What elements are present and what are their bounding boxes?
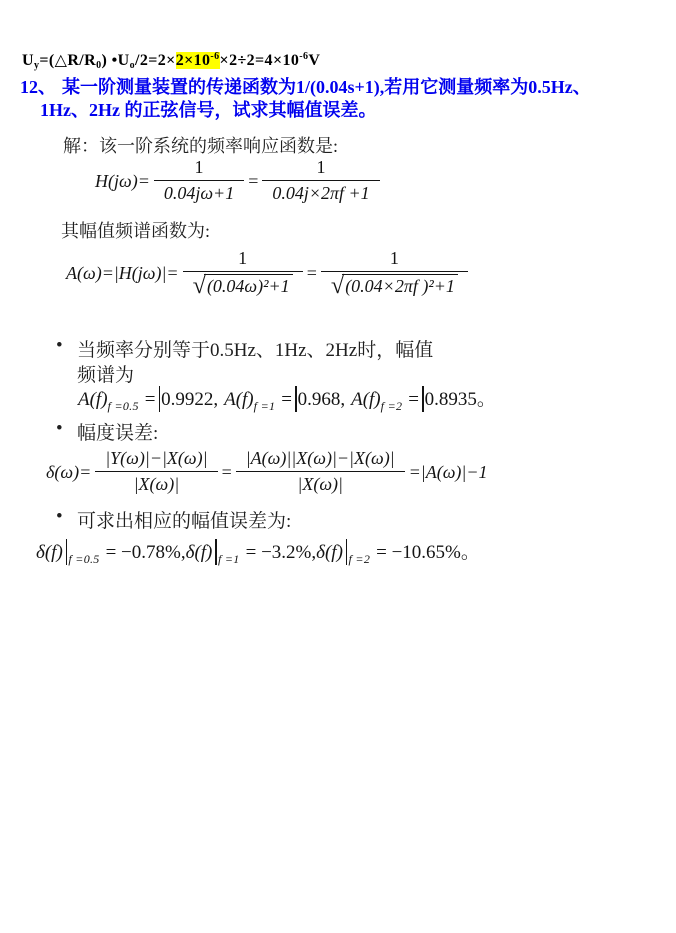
error-def-rhs: =|A(ω)|−1 [408,461,488,482]
voltage-formula-r-sub: 0 [96,60,102,71]
problem-statement-line2 [40,96,376,122]
frequency-response-formula [95,158,384,204]
af-subscript: f =2 [380,399,403,413]
radical-sign-icon: √ [192,271,206,299]
equals-sign: = [248,170,259,191]
equals-sign: = [408,389,419,410]
df-term: δ(f) [185,542,213,563]
equals-sign: = [306,262,317,283]
solution-intro-text: 解：该一阶系统的频率响应函数是: [63,136,338,156]
voltage-formula-part1: =(△R/R [39,52,97,69]
df-subscript: f =2 [348,552,371,566]
highlight-base: 2×10 [175,52,211,69]
af-term: A(f) [351,389,381,410]
voltage-formula-exp2: -6 [299,51,309,62]
voltage-formula-part2: ) •U [101,52,130,69]
amp-spectrum-fraction-2 [321,249,468,297]
vertical-bar [215,539,217,565]
radicand: (0.04×2πf )²+1 [342,274,458,298]
solution-intro [63,132,338,158]
amplitude-values-formula [78,384,496,414]
bullet2-text: 幅度误差: [77,423,159,444]
amplitude-spectrum-label [61,217,210,243]
fraction-denominator: |X(ω)| [236,471,405,496]
bullet-icon: • [56,335,63,356]
bullet-icon: • [56,506,63,527]
error-def-fraction-1 [95,449,217,495]
equals-sign: = [144,389,156,410]
amplitude-spectrum-label-text: 其幅值频谱函数为: [61,221,211,241]
voltage-formula-u: U [22,52,34,69]
error-values-formula [36,537,480,567]
freq-response-lhs: H(jω)= [95,170,150,191]
bullet-amplitude-error [56,418,158,445]
equals-sign: = [221,461,232,482]
af-value: 0.8935。 [424,389,496,410]
vertical-bar [422,386,424,412]
df-subscript: f =1 [217,552,240,566]
af-term: A(f) [224,389,254,410]
df-term: δ(f) [36,542,63,563]
fraction-numerator: 1 [238,248,248,268]
bullet1-text-line2-wrap [77,360,134,387]
problem-text-line1: 某一阶测量装置的传递函数为1/(0.04s+1),若用它测量频率为0.5Hz、 [62,77,591,97]
freq-response-fraction-2 [262,158,379,204]
df-value: = −3.2%, [245,542,317,563]
af-value: 0.968, [297,389,346,410]
af-value: 0.9922, [161,389,219,410]
fraction-denominator: 0.04jω+1 [154,180,244,205]
df-subscript: f =0.5 [68,552,100,566]
af-term: A(f) [78,389,108,410]
problem-number: 12、 [20,77,56,97]
bullet-frequency-case [56,335,433,362]
amplitude-spectrum-formula [66,249,472,297]
fraction-denominator [321,271,468,298]
radical-sign-icon: √ [330,271,345,299]
fraction-numerator: |Y(ω)|−|X(ω)| [105,448,208,468]
fraction-numerator: 1 [194,157,204,177]
radicand: (0.04ω)²+1 [204,274,293,298]
error-def-fraction-2 [236,449,405,495]
vertical-bar [159,386,161,412]
fraction-denominator: 0.04j×2πf +1 [262,180,379,205]
equals-sign: = [281,389,292,410]
af-subscript: f =1 [253,399,276,413]
error-def-lhs: δ(ω)= [46,461,92,482]
square-root [192,271,293,299]
bullet3-text: 可求出相应的幅值误差为: [77,511,292,532]
fraction-numerator: |A(ω)||X(ω)|−|X(ω)| [245,448,395,468]
highlight-exponent: -6 [210,51,220,62]
highlighted-value [176,52,220,69]
voltage-formula-line [22,50,320,71]
df-term: δ(f) [316,542,343,563]
square-root [330,271,458,299]
voltage-formula-u-sub: y [33,60,40,71]
fraction-numerator: 1 [316,157,326,177]
problem-text-line2: 1Hz、2Hz 的正弦信号，试求其幅值误差。 [40,100,377,120]
fraction-numerator: 1 [389,248,399,268]
bullet-icon: • [56,418,63,439]
voltage-formula-o-sub: o [129,60,135,71]
af-subscript: f =0.5 [107,399,139,413]
bullet-error-result [56,506,291,533]
error-definition-formula [46,449,488,495]
amp-spectrum-lhs: A(ω)=|H(jω)|= [66,262,179,283]
bullet1-text-line1: 当频率分别等于0.5Hz、1Hz、2Hz时，幅值 [77,340,434,361]
voltage-formula-part3: /2=2× [135,52,176,69]
voltage-formula-part4: ×2÷2=4×10 [219,52,300,69]
df-value: = −10.65%。 [376,542,480,563]
voltage-formula-part5: V [308,52,321,69]
fraction-denominator [183,271,303,298]
amp-spectrum-fraction-1 [183,249,303,297]
df-value: = −0.78%, [105,542,186,563]
fraction-denominator: |X(ω)| [95,471,217,496]
freq-response-fraction-1 [154,158,244,204]
vertical-bar [295,386,297,412]
bullet1-text-line2: 频谱为 [77,365,135,386]
